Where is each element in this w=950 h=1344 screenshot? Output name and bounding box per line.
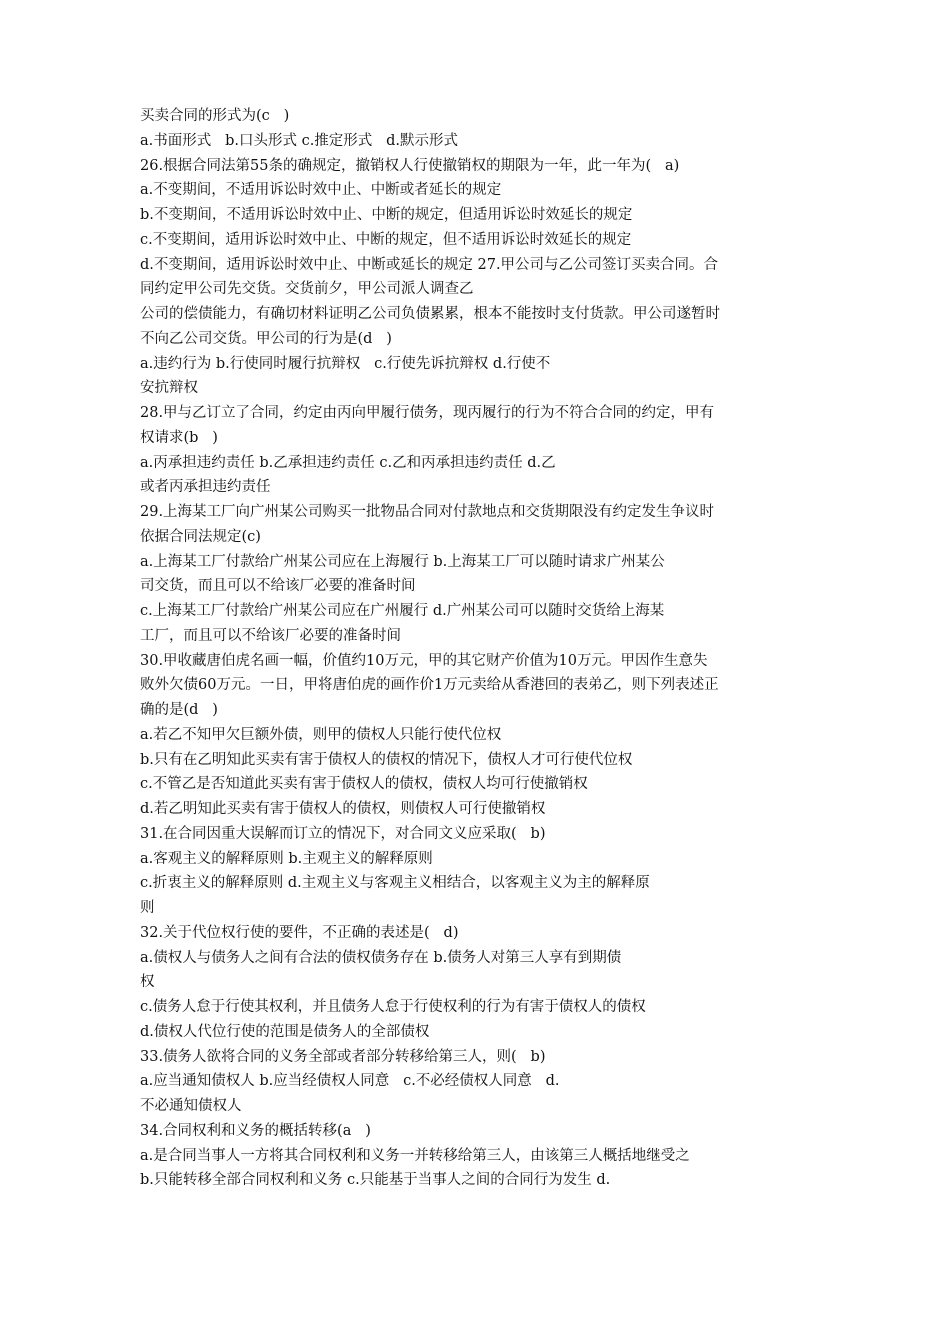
text-line: 确的是(d ) (140, 702, 218, 718)
text-line: c.不变期间，适用诉讼时效中止、中断的规定，但不适用诉讼时效延长的规定 (140, 231, 632, 248)
text-line: a.客观主义的解释原则 b.主观主义的解释原则 (140, 850, 433, 867)
text-line: d.不变期间，适用诉讼时效中止、中断或延长的规定 27.甲公司与乙公司签订买卖合同。合 (140, 256, 719, 273)
text-line: 同约定甲公司先交货。交货前夕，甲公司派人调查乙 (140, 281, 474, 298)
text-line: 30.甲收藏唐伯虎名画一幅，价值约10万元，甲的其它财产价值为10万元。甲因作生意失 (140, 652, 708, 669)
text-line: b.不变期间，不适用诉讼时效中止、中断的规定，但适用诉讼时效延长的规定 (140, 207, 633, 223)
text-line: a.若乙不知甲欠巨额外债，则甲的债权人只能行使代位权 (140, 726, 502, 743)
text-line: 或者丙承担违约责任 (140, 479, 271, 496)
text-line: 则 (140, 900, 155, 916)
document-body (140, 104, 830, 1193)
text-line: 买卖合同的形式为(c ) (140, 108, 290, 124)
text-line: a.债权人与债务人之间有合法的债权债务存在 b.债务人对第三人享有到期债 (140, 949, 622, 966)
text-line: 28.甲与乙订立了合同，约定由丙向甲履行债务，现丙履行的行为不符合合同的约定，甲有 (140, 405, 715, 421)
text-line: c.折衷主义的解释原则 d.主观主义与客观主义相结合，以客观主义为主的解释原 (140, 875, 650, 892)
text-line: 31.在合同因重大误解而订立的情况下，对合同文义应采取( b) (140, 825, 546, 842)
text-line: c.上海某工厂付款给广州某公司应在广州履行 d.广州某公司可以随时交货给上海某 (140, 603, 665, 619)
text-line: b.只有在乙明知此买卖有害于债权人的债权的情况下，债权人才可行使代位权 (140, 751, 633, 768)
text-line: 34.合同权利和义务的概括转移(a ) (140, 1122, 371, 1139)
text-line: a.不变期间，不适用诉讼时效中止、中断或者延长的规定 (140, 182, 502, 199)
text-line: 权请求(b ) (140, 429, 218, 446)
text-line: a.违约行为 b.行使同时履行抗辩权 c.行使先诉抗辩权 d.行使不 (140, 355, 551, 372)
text-line: 公司的偿债能力，有确切材料证明乙公司负债累累，根本不能按时支付货款。甲公司遂暂时 (140, 306, 720, 322)
text-line: 29.上海某工厂向广州某公司购买一批物品合同对付款地点和交货期限没有约定发生争议时 (140, 504, 715, 520)
text-line: 权 (140, 974, 155, 991)
text-line: d.债权人代位行使的范围是债务人的全部债权 (140, 1023, 430, 1040)
text-line: 32.关于代位权行使的要件，不正确的表述是( d) (140, 924, 459, 941)
text-line: 不向乙公司交货。甲公司的行为是(d ) (140, 330, 392, 347)
text-line: 依据合同法规定(c) (140, 528, 261, 545)
text-line: a.应当通知债权人 b.应当经债权人同意 c.不必经债权人同意 d. (140, 1073, 560, 1090)
text-line: 33.债务人欲将合同的义务全部或者部分转移给第三人，则( b) (140, 1048, 546, 1065)
text-line: 工厂，而且可以不给该厂必要的准备时间 (140, 627, 401, 644)
text-line: a.书面形式 b.口头形式 c.推定形式 d.默示形式 (140, 132, 459, 149)
text-line: 司交货，而且可以不给该厂必要的准备时间 (140, 578, 416, 595)
text-line: b.只能转移全部合同权利和义务 c.只能基于当事人之间的合同行为发生 d. (140, 1172, 611, 1189)
text-line: 安抗辩权 (140, 380, 198, 397)
text-line: a.丙承担违约责任 b.乙承担违约责任 c.乙和丙承担违约责任 d.乙 (140, 454, 556, 471)
text-line: a.上海某工厂付款给广州某公司应在上海履行 b.上海某工厂可以随时请求广州某公 (140, 553, 665, 570)
text-line: c.不管乙是否知道此买卖有害于债权人的债权，债权人均可行使撤销权 (140, 776, 588, 793)
text-line: 败外欠债60万元。一日，甲将唐伯虎的画作价1万元卖给从香港回的表弟乙，则下列表述正 (140, 677, 719, 694)
text-line: a.是合同当事人一方将其合同权利和义务一并转移给第三人，由该第三人概括地继受之 (140, 1147, 690, 1164)
text-line: 不必通知债权人 (140, 1098, 242, 1114)
text-line: 26.根据合同法第55条的确规定，撤销权人行使撤销权的期限为一年，此一年为( a) (140, 157, 680, 174)
text-line: c.债务人怠于行使其权利，并且债务人怠于行使权利的行为有害于债权人的债权 (140, 999, 646, 1015)
text-line: d.若乙明知此买卖有害于债权人的债权，则债权人可行使撤销权 (140, 801, 546, 817)
